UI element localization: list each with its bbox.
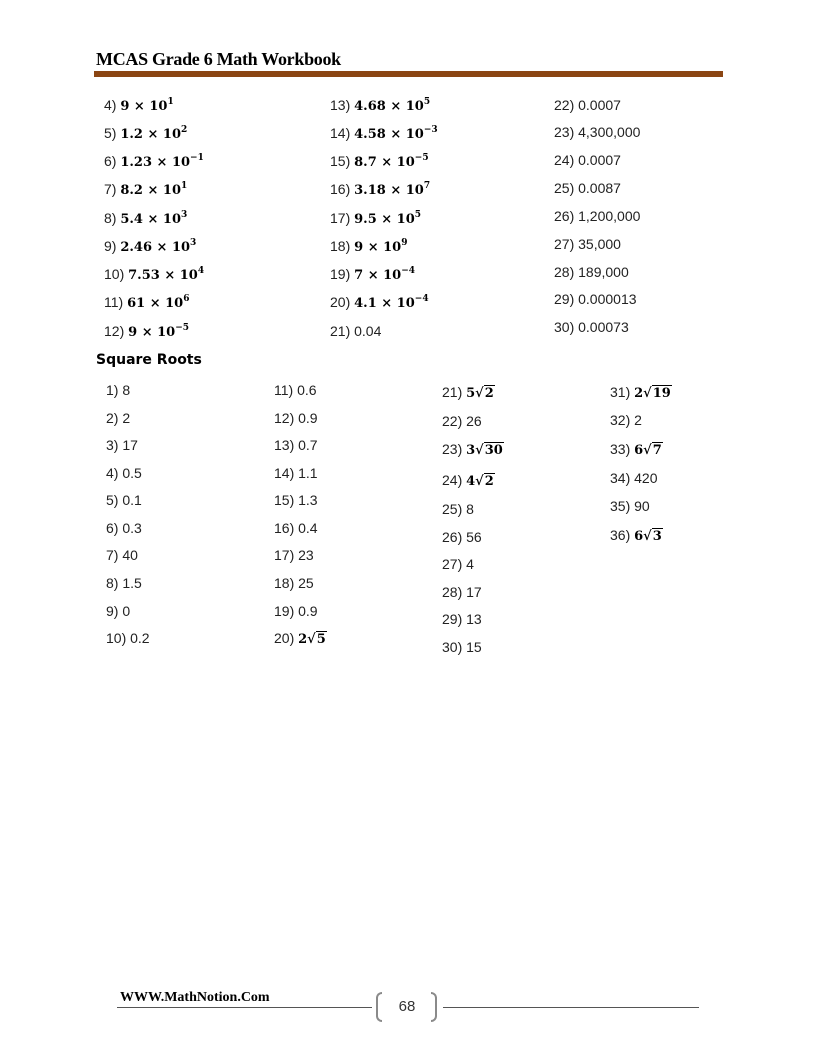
answer-number: 20) xyxy=(330,294,355,310)
answer-number: 34) xyxy=(610,470,635,486)
answer-item xyxy=(442,528,482,546)
answer-item xyxy=(274,381,317,399)
page-header-title: MCAS Grade 6 Math Workbook xyxy=(96,49,341,69)
answer-value: $9 \times 10^9$ xyxy=(354,238,408,255)
answer-exponent: 4 xyxy=(197,266,205,276)
answer-item xyxy=(554,235,621,253)
answer-number: 7) xyxy=(106,547,123,563)
answer-number: 19) xyxy=(274,603,299,619)
answer-value: $9 \times 10^1$ xyxy=(120,97,174,114)
answer-item xyxy=(106,602,130,620)
answer-value: $7 \times 10^{-4}$ xyxy=(354,266,416,283)
footer-website: WWW.MathNotion.Com xyxy=(120,990,270,1005)
answer-number: 23) xyxy=(554,124,579,140)
answer-value: $8.2 \times 10^1$ xyxy=(120,181,188,198)
answer-value: $4.1 \times 10^{-4}$ xyxy=(354,294,429,311)
answer-item xyxy=(554,179,621,197)
answer-value: $9 \times 10^{-5}$ xyxy=(128,323,190,340)
answer-value: 189,000 xyxy=(578,264,629,280)
answer-number: 5) xyxy=(104,125,121,141)
answer-item xyxy=(274,574,314,592)
answer-value: $4.68 \times 10^5$ xyxy=(354,97,431,114)
answer-value: 2 xyxy=(634,412,642,428)
answer-item xyxy=(330,322,381,340)
answer-number: 27) xyxy=(442,556,467,572)
answer-value: 6√7 xyxy=(634,443,662,458)
answer-number: 29) xyxy=(554,291,579,307)
answer-number: 2) xyxy=(106,410,123,426)
answer-item xyxy=(330,265,415,285)
answer-exponent: −5 xyxy=(175,323,190,333)
answer-number: 12) xyxy=(274,410,299,426)
answer-number: 6) xyxy=(106,520,123,536)
answer-item xyxy=(106,629,150,647)
answer-value: $7.53 \times 10^4$ xyxy=(128,266,205,283)
answer-value: 0.00073 xyxy=(578,319,629,335)
answer-value: 0.9 xyxy=(298,410,318,426)
answer-number: 28) xyxy=(442,584,467,600)
answer-number: 26) xyxy=(442,529,467,545)
answer-number: 7) xyxy=(104,181,121,197)
answer-number: 24) xyxy=(554,152,579,168)
answer-item xyxy=(274,436,318,454)
answer-item xyxy=(106,491,142,509)
answer-item xyxy=(610,440,663,460)
answer-number: 21) xyxy=(442,384,467,400)
answer-value: 23 xyxy=(298,547,314,563)
answer-exponent: 1 xyxy=(167,97,174,107)
answer-number: 23) xyxy=(442,441,467,457)
answer-number: 17) xyxy=(274,547,299,563)
answer-item xyxy=(274,491,318,509)
answer-number: 9) xyxy=(106,603,123,619)
answer-item xyxy=(104,293,190,313)
answer-value: 2√5 xyxy=(298,632,326,647)
answer-item xyxy=(442,412,482,430)
answer-value: 13 xyxy=(466,611,482,627)
answer-item xyxy=(442,555,474,573)
answer-value: 0.7 xyxy=(298,437,318,453)
answer-item xyxy=(104,237,196,257)
footer-rule-right xyxy=(443,1007,699,1008)
answer-item xyxy=(554,207,640,225)
answer-item xyxy=(330,124,438,144)
answer-number: 17) xyxy=(330,210,355,226)
answer-value: 0.2 xyxy=(130,630,150,646)
answer-item xyxy=(104,96,174,116)
answer-item xyxy=(274,464,318,482)
answer-value: $9.5 \times 10^5$ xyxy=(354,210,422,227)
answer-number: 20) xyxy=(274,630,299,646)
answer-value: 2 xyxy=(122,410,131,426)
answer-value: 15 xyxy=(466,639,482,655)
answer-number: 3) xyxy=(106,437,123,453)
answer-value: 8 xyxy=(122,382,131,398)
answer-number: 4) xyxy=(106,465,123,481)
answer-exponent: 1 xyxy=(181,181,188,191)
answer-number: 5) xyxy=(106,492,123,508)
page-number: 68 xyxy=(398,998,416,1015)
answer-exponent: 5 xyxy=(423,97,431,107)
answer-value: 3√30 xyxy=(466,443,503,458)
answer-item xyxy=(104,265,204,285)
answer-item xyxy=(274,409,318,427)
answer-item xyxy=(106,381,130,399)
answer-value: 35,000 xyxy=(578,236,621,252)
answer-number: 33) xyxy=(610,441,635,457)
answer-exponent: 3 xyxy=(190,238,197,248)
answer-value: 4 xyxy=(466,556,474,572)
answer-value: 56 xyxy=(466,529,482,545)
answer-item xyxy=(554,151,621,169)
answer-item xyxy=(610,526,663,546)
answer-item xyxy=(106,546,138,564)
answer-number: 10) xyxy=(104,266,129,282)
answer-exponent: −3 xyxy=(423,125,438,135)
answer-item xyxy=(106,519,142,537)
answer-item xyxy=(330,152,429,172)
radicand: 2 xyxy=(484,386,494,401)
answer-value: $5.4 \times 10^3$ xyxy=(120,210,188,227)
answer-exponent: −5 xyxy=(414,153,429,163)
answer-number: 11) xyxy=(274,382,298,398)
answer-number: 26) xyxy=(554,208,579,224)
answer-number: 27) xyxy=(554,236,579,252)
answer-item xyxy=(104,209,187,229)
answer-value: 0.1 xyxy=(122,492,142,508)
answer-value: 2√19 xyxy=(634,386,671,401)
answer-item xyxy=(274,519,318,537)
answer-item xyxy=(554,290,637,308)
answer-item xyxy=(274,602,318,620)
header-rule xyxy=(94,71,723,77)
answer-number: 16) xyxy=(274,520,299,536)
answer-number: 22) xyxy=(554,97,579,113)
answer-value: 6√3 xyxy=(634,529,662,544)
answer-item xyxy=(610,469,657,487)
answer-value: $2.46 \times 10^3$ xyxy=(120,238,197,255)
answer-number: 13) xyxy=(274,437,299,453)
answer-number: 24) xyxy=(442,472,467,488)
answer-value: 0.04 xyxy=(354,323,382,339)
answer-item xyxy=(330,293,429,313)
answer-value: 0.0007 xyxy=(578,97,621,113)
answer-value: 420 xyxy=(634,470,658,486)
answer-number: 15) xyxy=(330,153,355,169)
answer-item xyxy=(106,574,142,592)
answer-number: 25) xyxy=(554,180,579,196)
answer-item xyxy=(610,383,672,403)
answer-item xyxy=(104,322,189,342)
answer-number: 12) xyxy=(104,323,129,339)
answer-value: 17 xyxy=(466,584,482,600)
answer-item xyxy=(554,96,621,114)
answer-number: 18) xyxy=(330,238,355,254)
answer-number: 36) xyxy=(610,527,635,543)
answer-item xyxy=(330,237,407,257)
answer-item xyxy=(554,263,629,281)
answer-value: 0.0087 xyxy=(578,180,621,196)
page-number-bracket-left xyxy=(376,992,382,1022)
answer-number: 16) xyxy=(330,181,355,197)
radicand: 30 xyxy=(484,443,503,458)
answer-number: 14) xyxy=(274,465,299,481)
answer-value: $8.7 \times 10^{-5}$ xyxy=(354,153,429,170)
answer-value: 40 xyxy=(122,547,138,563)
answer-value: 0.000013 xyxy=(578,291,637,307)
answer-value: 1.3 xyxy=(298,492,318,508)
answer-item xyxy=(330,96,430,116)
answer-item xyxy=(106,436,138,454)
answer-exponent: −1 xyxy=(190,153,204,163)
answer-value: $1.2 \times 10^2$ xyxy=(120,125,188,142)
answer-exponent: 5 xyxy=(414,210,422,220)
answer-exponent: 7 xyxy=(423,181,431,191)
answer-value: 0.0007 xyxy=(578,152,621,168)
answer-number: 10) xyxy=(106,630,131,646)
answer-number: 30) xyxy=(554,319,579,335)
answer-value: 17 xyxy=(122,437,138,453)
answer-exponent: −4 xyxy=(414,294,429,304)
answer-number: 14) xyxy=(330,125,355,141)
answer-number: 32) xyxy=(610,412,635,428)
answer-number: 30) xyxy=(442,639,467,655)
answer-number: 4) xyxy=(104,97,121,113)
answer-item xyxy=(442,610,482,628)
answer-value: $61 \times 10^6$ xyxy=(127,294,190,311)
answer-value: 0.3 xyxy=(122,520,142,536)
answer-exponent: 6 xyxy=(183,294,190,304)
answer-value: 8 xyxy=(466,501,474,517)
answer-value: 1.5 xyxy=(122,575,142,591)
answer-number: 15) xyxy=(274,492,299,508)
answer-item xyxy=(442,471,495,491)
answer-item xyxy=(330,180,430,200)
answer-value: 0.6 xyxy=(297,382,317,398)
answer-number: 1) xyxy=(106,382,123,398)
answer-exponent: 3 xyxy=(181,210,188,220)
answer-number: 22) xyxy=(442,413,467,429)
answer-item xyxy=(104,152,204,172)
answer-number: 35) xyxy=(610,498,635,514)
answer-value: 1,200,000 xyxy=(578,208,641,224)
answer-item xyxy=(104,124,187,144)
answer-item xyxy=(554,123,640,141)
answer-number: 29) xyxy=(442,611,467,627)
answer-value: 0.9 xyxy=(298,603,318,619)
answer-value: 4,300,000 xyxy=(578,124,641,140)
answer-value: 26 xyxy=(466,413,482,429)
section-heading-square-roots: Square Roots xyxy=(96,352,202,368)
answer-value: 0.5 xyxy=(122,465,142,481)
answer-value: 90 xyxy=(634,498,650,514)
answer-item xyxy=(442,500,474,518)
answer-number: 11) xyxy=(104,294,128,310)
footer-rule-left xyxy=(117,1007,372,1008)
answer-item xyxy=(610,411,642,429)
answer-value: $3.18 \times 10^7$ xyxy=(354,181,431,198)
answer-item xyxy=(442,440,504,460)
answer-value: 4√2 xyxy=(466,474,494,489)
answer-number: 28) xyxy=(554,264,579,280)
answer-value: 0 xyxy=(122,603,131,619)
answer-exponent: 2 xyxy=(181,125,188,135)
answer-number: 19) xyxy=(330,266,355,282)
answer-value: 1.1 xyxy=(298,465,318,481)
answer-item xyxy=(330,209,421,229)
answer-item xyxy=(274,546,314,564)
answer-number: 6) xyxy=(104,153,121,169)
answer-item xyxy=(610,497,650,515)
answer-item xyxy=(104,180,187,200)
radicand: 2 xyxy=(484,474,494,489)
radicand: 5 xyxy=(316,632,326,647)
answer-value: 25 xyxy=(298,575,314,591)
page-number-bracket-right xyxy=(431,992,437,1022)
answer-number: 8) xyxy=(104,210,121,226)
radicand: 3 xyxy=(652,529,662,544)
answer-value: $1.23 \times 10^{-1}$ xyxy=(120,153,204,170)
answer-exponent: −4 xyxy=(401,266,416,276)
answer-number: 9) xyxy=(104,238,121,254)
answer-item xyxy=(106,409,130,427)
answer-number: 25) xyxy=(442,501,467,517)
answer-number: 21) xyxy=(330,323,355,339)
answer-item xyxy=(274,629,327,649)
answer-item xyxy=(442,638,482,656)
answer-number: 18) xyxy=(274,575,299,591)
answer-exponent: 9 xyxy=(401,238,408,248)
answer-item xyxy=(442,383,495,403)
answer-value: $4.58 \times 10^{-3}$ xyxy=(354,125,438,142)
answer-value: 0.4 xyxy=(298,520,318,536)
answer-value: 5√2 xyxy=(466,386,494,401)
answer-item xyxy=(554,318,629,336)
radicand: 19 xyxy=(652,386,671,401)
answer-item xyxy=(442,583,482,601)
radicand: 7 xyxy=(652,443,662,458)
answer-item xyxy=(106,464,142,482)
answer-number: 8) xyxy=(106,575,123,591)
answer-number: 31) xyxy=(610,384,635,400)
answer-number: 13) xyxy=(330,97,355,113)
